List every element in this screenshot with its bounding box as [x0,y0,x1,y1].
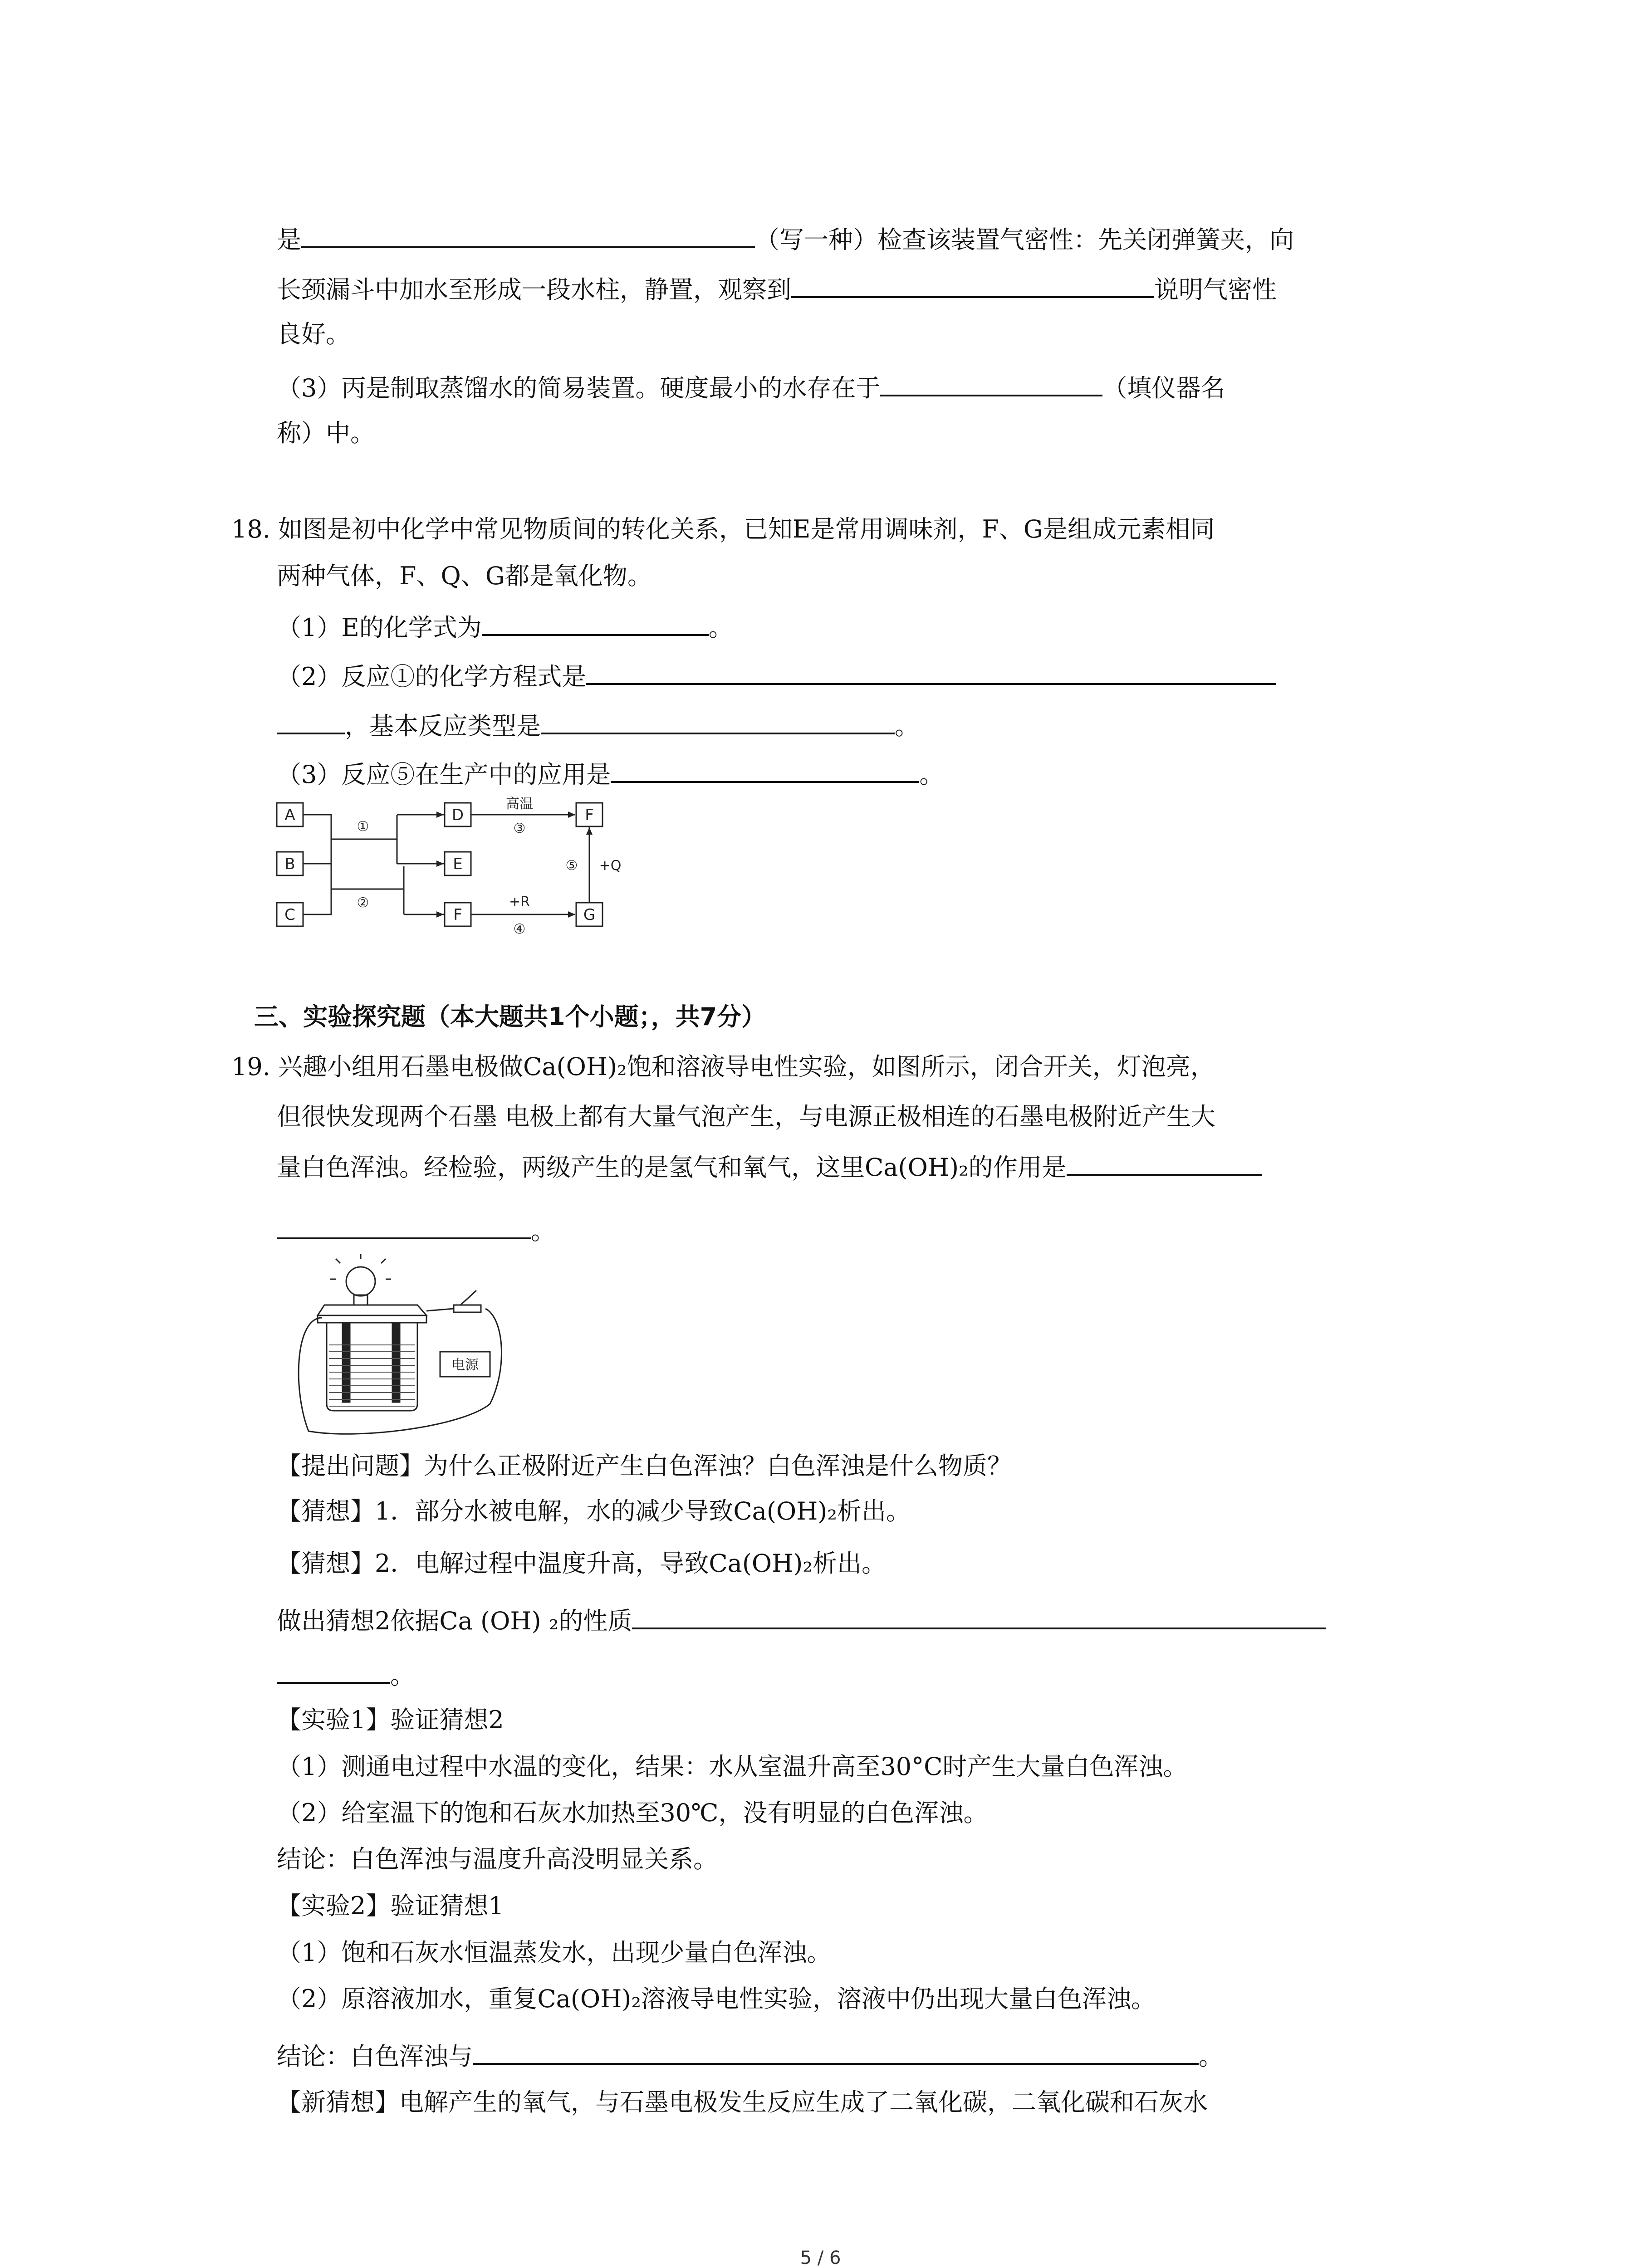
q19-exp1-1: （1）测通电过程中水温的变化，结果：水从室温升高至30°C时产生大量白色浑浊。 [277,1752,1188,1781]
label-F2: F [453,906,462,924]
electrolysis-apparatus [290,1254,526,1440]
switch [454,1305,481,1312]
cond-plus-Q: +Q [599,858,622,874]
q19-exp2-1: （1）饱和石灰水恒温蒸发水，出现少量白色浑浊。 [277,1938,832,1967]
power-label: 电源 [451,1357,479,1373]
answer-blank[interactable] [880,373,1102,396]
q19-stem-4: 。 [277,1216,555,1243]
cont-line-1: 是 （写一种）检查该装置气密性：先关闭弹簧夹，向 [277,225,1294,254]
label-E: E [453,855,463,873]
q19-basis-cont: 。 [277,1660,415,1688]
q19-new-guess: 【新猜想】电解产生的氧气，与石墨电极发生反应生成了二氧化碳，二氧化碳和石灰水 [277,2088,1208,2116]
label-D: D [451,806,464,824]
label-B: B [284,855,295,873]
cond-plus-R: +R [509,894,530,910]
answer-blank[interactable] [482,612,709,636]
q18-stem-2: 两种气体，F、Q、G都是氧化物。 [277,562,652,590]
q19-stem-3: 量白色浑浊。经检验，两级产生的是氢气和氧气，这里Ca(OH)₂的作用是 [277,1152,1262,1180]
q18-part-2: （2）反应①的化学方程式是 [277,661,1276,689]
answer-blank[interactable] [473,2041,1199,2065]
q18-stem-1: 18. 如图是初中化学中常见物质间的转化关系，已知E是常用调味剂，F、G是组成元素相同 [231,515,1215,543]
label-F1: F [585,806,594,824]
label-G: G [583,906,596,924]
q18-part-3: （3）反应⑤在生产中的应用是 。 [277,760,944,789]
q18-reaction-diagram [268,789,658,953]
light-bulb [346,1267,375,1296]
answer-blank[interactable] [791,274,1154,298]
q19-guess-1: 【猜想】1．部分水被电解，水的减少导致Ca(OH)₂析出。 [277,1497,911,1525]
answer-blank[interactable] [277,711,345,734]
q19-basis: 做出猜想2依据Ca (OH) ₂的性质 [277,1606,1326,1633]
electrode-right [392,1323,400,1402]
label-C: C [284,906,295,924]
q19-stem-1: 19. 兴趣小组用石墨电极做Ca(OH)₂饱和溶液导电性实验，如图所示，闭合开关，灯泡亮， [231,1052,1215,1081]
cont-line-2: 长颈漏斗中加水至形成一段水柱，静置，观察到 说明气密性 [277,275,1277,304]
q19-exp2-2: （2）原溶液加水，重复Ca(OH)₂溶液导电性实验，溶液中仍出现大量白色浑浊。 [277,1984,1156,2013]
label-A: A [284,806,295,824]
cont-line-4: （3）丙是制取蒸馏水的简易装置。硬度最小的水存在于 （填仪器名 [277,374,1225,402]
answer-blank[interactable] [1067,1152,1262,1176]
answer-blank[interactable] [541,711,895,734]
q19-conclusion-2: 结论：白色浑浊与 。 [277,2042,1223,2071]
answer-blank[interactable] [611,759,919,783]
reaction-3: ③ [513,821,526,836]
answer-blank[interactable] [586,661,1276,685]
answer-blank[interactable] [301,225,755,248]
q19-exp1-title: 【实验1】验证猜想2 [277,1706,504,1734]
cont-line-3: 良好。 [277,320,350,348]
reaction-2: ② [357,895,369,911]
q18-part-1: （1）E的化学式为 。 [277,613,733,642]
q19-guess-2: 【猜想】2．电解过程中温度升高，导致Ca(OH)₂析出。 [277,1549,887,1578]
reaction-4: ④ [513,921,526,937]
q19-exp2-title: 【实验2】验证猜想1 [277,1892,504,1920]
page-number: 5 / 6 [800,2248,841,2268]
answer-blank[interactable] [277,1216,531,1239]
cond-high-temp: 高温 [506,796,533,812]
cont-line-5: 称）中。 [277,419,375,447]
reaction-1: ① [357,819,369,835]
q19-problem: 【提出问题】为什么正极附近产生白色浑浊？白色浑浊是什么物质？ [277,1452,1012,1480]
electrode-left [343,1323,350,1402]
section-3-title: 三、实验探究题（本大题共1个小题；，共7分） [254,1002,766,1031]
answer-blank[interactable] [632,1606,1326,1629]
beaker [327,1323,417,1411]
q19-exp1-2: （2）给室温下的饱和石灰水加热至30℃，没有明显的白色浑浊。 [277,1799,988,1827]
answer-blank[interactable] [277,1660,390,1684]
reaction-5: ⑤ [565,858,578,874]
q19-conclusion-1: 结论：白色浑浊与温度升高没明显关系。 [277,1845,718,1873]
q19-stem-2: 但很快发现两个石墨 电极上都有大量气泡产生，与电源正极相连的石墨电极附近产生大 [277,1102,1216,1131]
q18-part-2-cont: ，基本反应类型是 。 [277,711,919,738]
